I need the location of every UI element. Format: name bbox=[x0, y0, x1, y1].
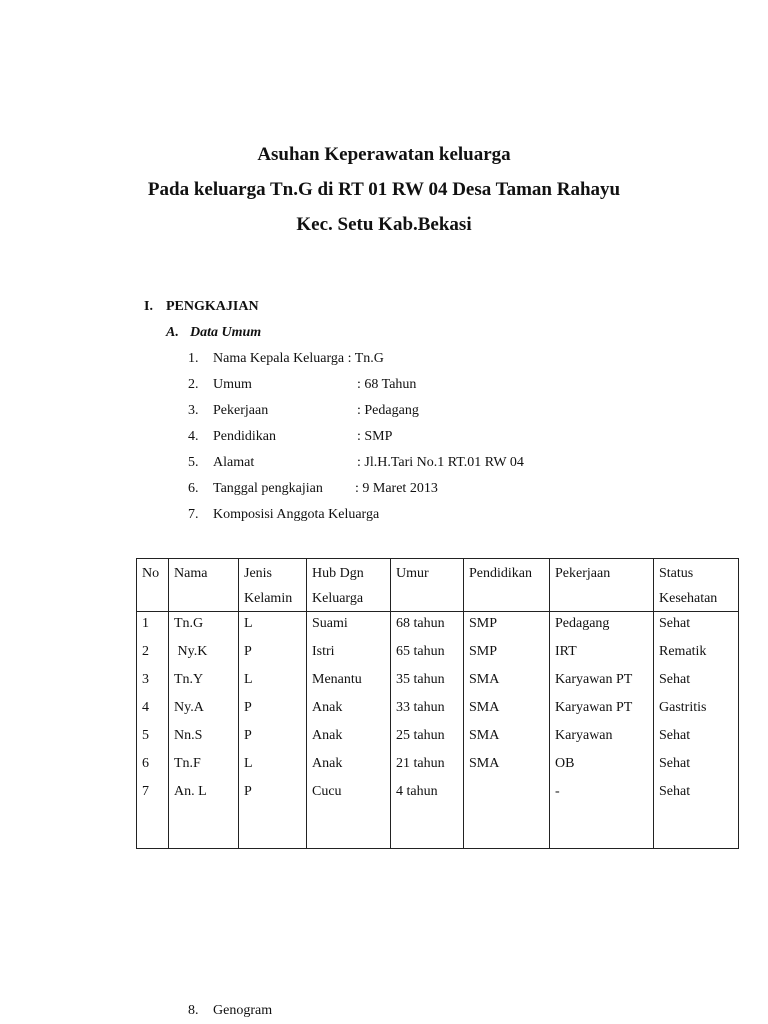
doc-title-line-3: Kec. Setu Kab.Bekasi bbox=[296, 214, 472, 235]
table-cell: 21 tahun bbox=[391, 752, 464, 780]
table-cell: Rematik bbox=[654, 640, 739, 668]
item-number: 1. bbox=[188, 351, 199, 366]
table-cell: Sehat bbox=[654, 668, 739, 696]
family-composition-table bbox=[136, 558, 739, 849]
table-cell: P bbox=[239, 696, 307, 724]
item-number: 7. bbox=[188, 507, 199, 522]
item-number: 4. bbox=[188, 429, 199, 444]
item-value: : 9 Maret 2013 bbox=[355, 481, 438, 496]
table-cell: Karyawan PT bbox=[550, 696, 654, 724]
table-cell: Menantu bbox=[307, 668, 391, 696]
table-cell: Karyawan PT bbox=[550, 668, 654, 696]
table-cell: SMA bbox=[464, 724, 550, 752]
item-value: : SMP bbox=[357, 429, 393, 444]
item-number: 2. bbox=[188, 377, 199, 392]
table-cell bbox=[464, 808, 550, 849]
section-number: I. bbox=[144, 299, 153, 314]
table-cell: 33 tahun bbox=[391, 696, 464, 724]
table-cell: IRT bbox=[550, 640, 654, 668]
column-header: Jenis Kelamin bbox=[239, 559, 307, 612]
table-cell: SMA bbox=[464, 696, 550, 724]
table-cell: Anak bbox=[307, 752, 391, 780]
column-header: Nama bbox=[169, 559, 239, 612]
table-cell: Suami bbox=[307, 612, 391, 641]
table-cell: 65 tahun bbox=[391, 640, 464, 668]
table-cell: SMA bbox=[464, 668, 550, 696]
item-label: Alamat bbox=[213, 455, 255, 470]
item-number: 8. bbox=[188, 1003, 199, 1018]
column-header: Pendidikan bbox=[464, 559, 550, 612]
column-header: Pekerjaan bbox=[550, 559, 654, 612]
subsection-title: Data Umum bbox=[190, 325, 262, 340]
table-cell: Ny.A bbox=[169, 696, 239, 724]
item-label: Pekerjaan bbox=[213, 403, 269, 418]
table-row bbox=[137, 668, 739, 696]
table-cell: 5 bbox=[137, 724, 169, 752]
table-cell: 6 bbox=[137, 752, 169, 780]
table-row bbox=[137, 724, 739, 752]
item-label: Umum bbox=[213, 377, 252, 392]
table-cell: Anak bbox=[307, 724, 391, 752]
table-cell: Tn.G bbox=[169, 612, 239, 641]
table-cell bbox=[391, 808, 464, 849]
section-title: PENGKAJIAN bbox=[166, 299, 259, 314]
table-cell: SMP bbox=[464, 640, 550, 668]
subsection-letter: A. bbox=[166, 325, 179, 340]
table-cell: L bbox=[239, 612, 307, 641]
table-row bbox=[137, 752, 739, 780]
table-cell: P bbox=[239, 724, 307, 752]
item-value: : Jl.H.Tari No.1 RT.01 RW 04 bbox=[357, 455, 524, 470]
table-cell: L bbox=[239, 668, 307, 696]
table-cell: 25 tahun bbox=[391, 724, 464, 752]
table-cell: P bbox=[239, 780, 307, 808]
table-cell: 3 bbox=[137, 668, 169, 696]
item-value: : 68 Tahun bbox=[357, 377, 417, 392]
table-cell: 4 tahun bbox=[391, 780, 464, 808]
table-cell: L bbox=[239, 752, 307, 780]
item-number: 5. bbox=[188, 455, 199, 470]
table-header-row bbox=[137, 559, 739, 612]
item-value: : Pedagang bbox=[357, 403, 419, 418]
table-cell: 35 tahun bbox=[391, 668, 464, 696]
table-cell bbox=[239, 808, 307, 849]
column-header: Umur bbox=[391, 559, 464, 612]
table-cell: 2 bbox=[137, 640, 169, 668]
table-cell: 7 bbox=[137, 780, 169, 808]
table-cell: Sehat bbox=[654, 780, 739, 808]
table-cell: Pedagang bbox=[550, 612, 654, 641]
table-cell: SMA bbox=[464, 752, 550, 780]
doc-title-line-1: Asuhan Keperawatan keluarga bbox=[257, 144, 511, 165]
table-cell bbox=[550, 808, 654, 849]
table-cell: Cucu bbox=[307, 780, 391, 808]
table-cell: 1 bbox=[137, 612, 169, 641]
table-cell bbox=[654, 808, 739, 849]
table-row bbox=[137, 696, 739, 724]
table-row bbox=[137, 780, 739, 808]
item-label: Tanggal pengkajian bbox=[213, 481, 323, 496]
table-cell bbox=[169, 808, 239, 849]
item-label: Komposisi Anggota Keluarga bbox=[213, 507, 380, 522]
table-cell: Nn.S bbox=[169, 724, 239, 752]
column-header: Hub Dgn Keluarga bbox=[307, 559, 391, 612]
table-cell: Sehat bbox=[654, 752, 739, 780]
table-empty-row bbox=[137, 808, 739, 849]
table-cell: 4 bbox=[137, 696, 169, 724]
column-header: Status Kesehatan bbox=[654, 559, 739, 612]
table-cell: Istri bbox=[307, 640, 391, 668]
table-cell: Ny.K bbox=[169, 640, 239, 668]
item-label: Nama Kepala Keluarga : Tn.G bbox=[213, 351, 384, 366]
item-label: Pendidikan bbox=[213, 429, 276, 444]
doc-title-line-2: Pada keluarga Tn.G di RT 01 RW 04 Desa Taman Rahayu bbox=[147, 179, 621, 200]
table-cell: Sehat bbox=[654, 724, 739, 752]
table-cell bbox=[137, 808, 169, 849]
item-label: Genogram bbox=[213, 1003, 273, 1018]
table-cell: Anak bbox=[307, 696, 391, 724]
table-cell bbox=[464, 780, 550, 808]
table-cell: 68 tahun bbox=[391, 612, 464, 641]
table-cell: P bbox=[239, 640, 307, 668]
table-row bbox=[137, 612, 739, 641]
table-cell: Gastritis bbox=[654, 696, 739, 724]
table-cell: - bbox=[550, 780, 654, 808]
table-cell bbox=[307, 808, 391, 849]
item-number: 3. bbox=[188, 403, 199, 418]
table-row bbox=[137, 640, 739, 668]
table-cell: Sehat bbox=[654, 612, 739, 641]
table-cell: An. L bbox=[169, 780, 239, 808]
table-cell: Karyawan bbox=[550, 724, 654, 752]
table-cell: SMP bbox=[464, 612, 550, 641]
table-cell: Tn.F bbox=[169, 752, 239, 780]
column-header: No bbox=[137, 559, 169, 612]
item-number: 6. bbox=[188, 481, 199, 496]
table-cell: OB bbox=[550, 752, 654, 780]
table-cell: Tn.Y bbox=[169, 668, 239, 696]
